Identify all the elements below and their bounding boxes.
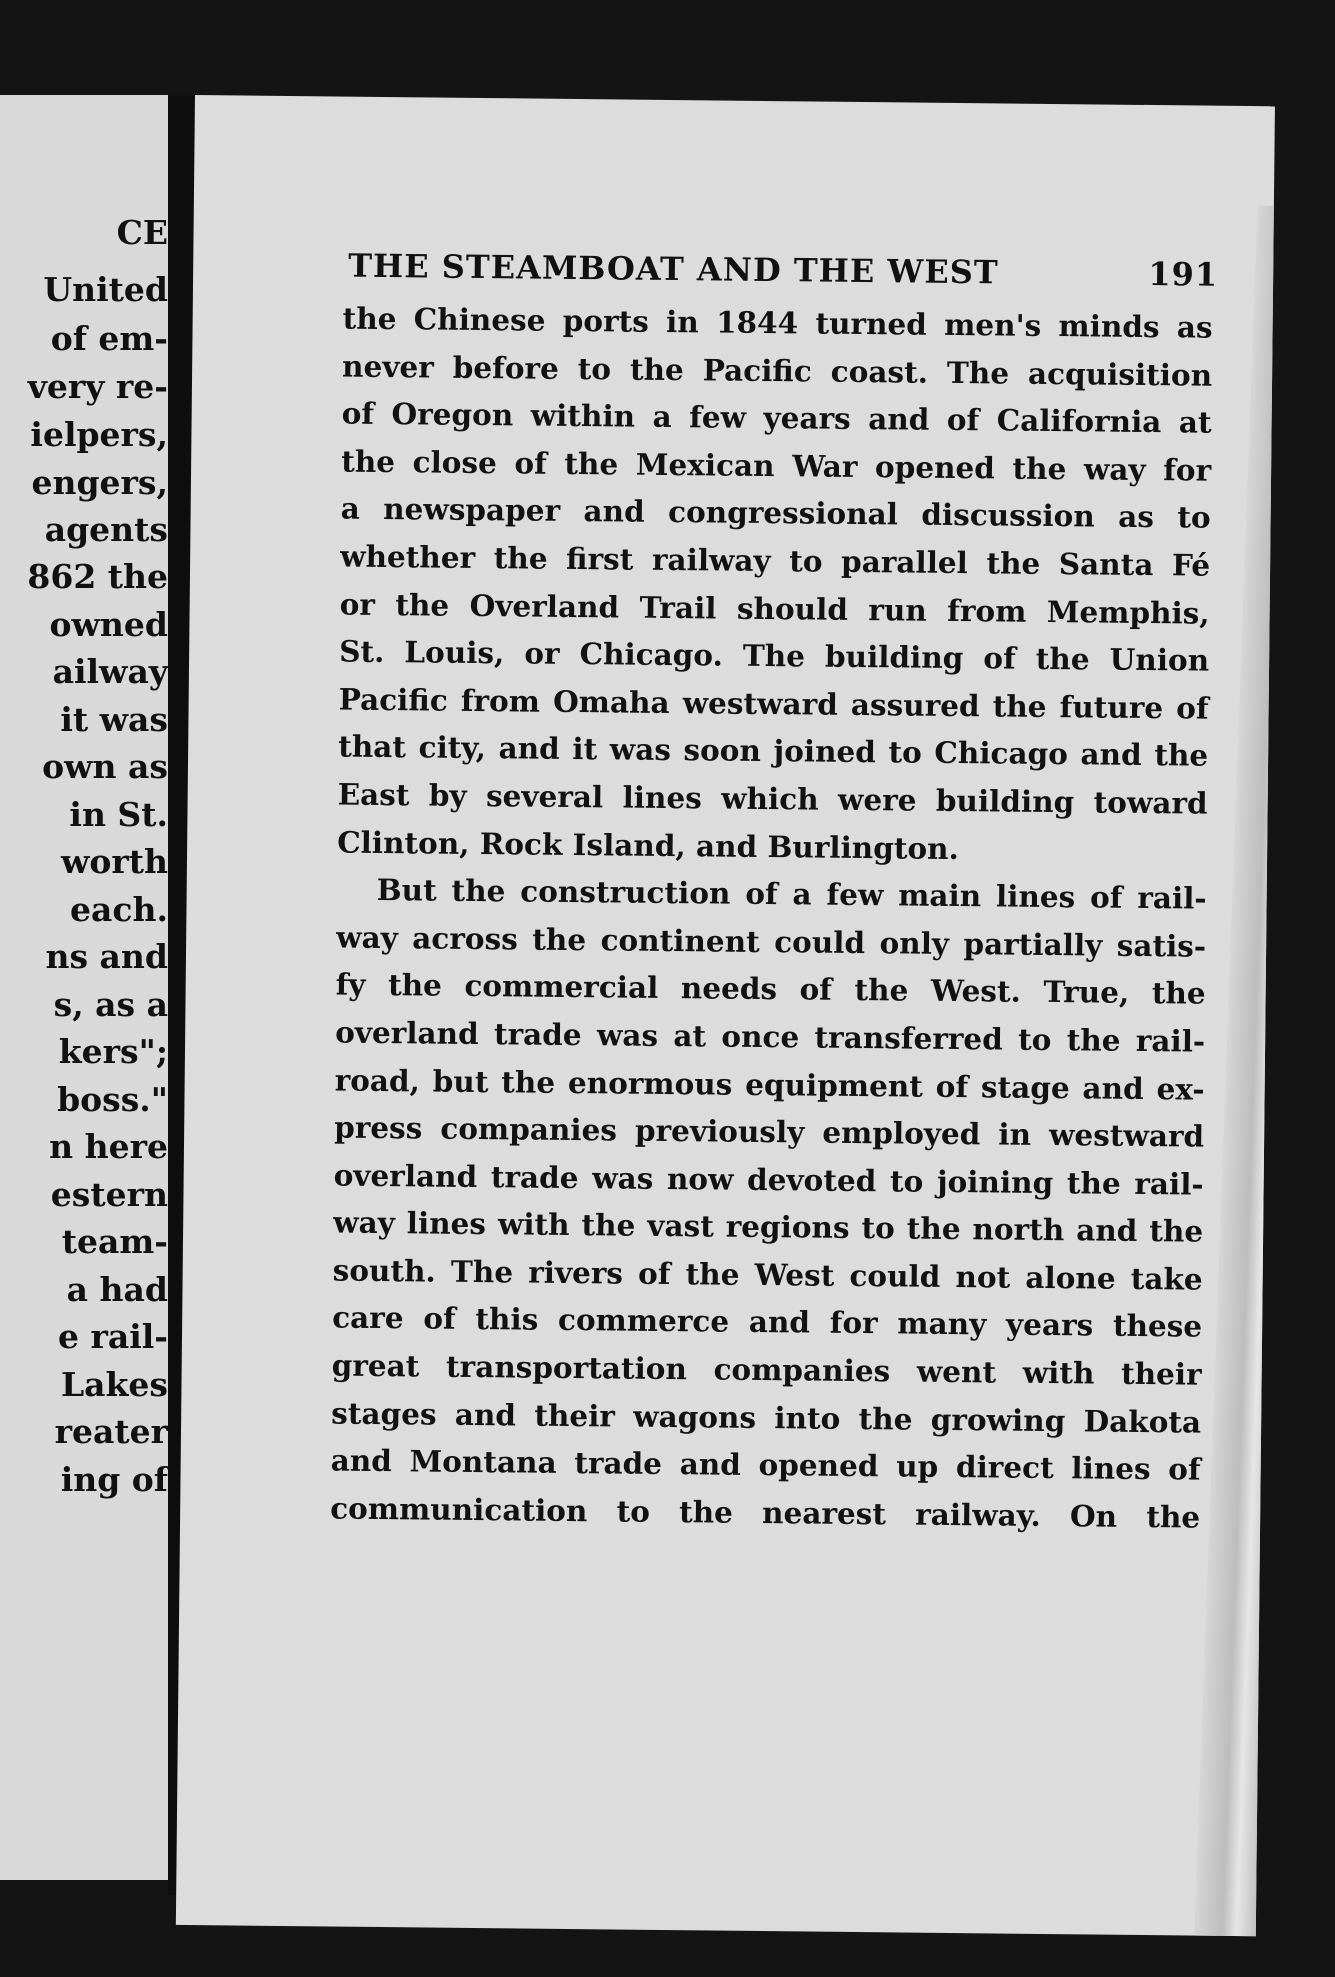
left-page-line: s, as a	[53, 985, 168, 1024]
left-page-line: worth	[60, 842, 168, 881]
left-page-line: it was	[60, 700, 168, 739]
text-line: way lines with the vast regions to the north and the	[333, 1204, 1204, 1249]
text-line: or the Overland Trail should run from Memphis,	[339, 586, 1210, 631]
page-number: 191	[1148, 254, 1219, 294]
text-line: care of this commerce and for many years these	[332, 1299, 1203, 1345]
text-line: overland trade was now devoted to joining the rail-	[333, 1157, 1204, 1202]
left-page-line: Lakes	[60, 1365, 168, 1404]
left-page-line: engers,	[31, 463, 168, 502]
left-page-line: estern	[50, 1175, 168, 1214]
left-page-line: ns and	[45, 937, 168, 976]
right-page	[176, 95, 1275, 1936]
left-page-line: own as	[42, 747, 168, 786]
left-page-line: in St.	[69, 795, 168, 834]
text-line: overland trade was at once transferred to the rail-	[335, 1014, 1206, 1059]
left-page-line: reater	[54, 1412, 168, 1451]
left-page-line: 862 the	[27, 557, 168, 596]
text-line: a newspaper and congressional discussion as to	[340, 490, 1211, 536]
left-page-line: very re-	[27, 367, 168, 406]
left-page-line: e rail-	[57, 1317, 168, 1356]
left-page-line: ailway	[52, 652, 168, 691]
left-page-line: agents	[44, 510, 168, 549]
text-line: But the construction of a few main lines of rail-	[376, 872, 1207, 916]
text-line: great transportation companies went with their	[331, 1347, 1202, 1392]
text-line: south. The rivers of the West could not alone take	[332, 1252, 1203, 1297]
text-line: fy the commercial needs of the West. True, the	[335, 966, 1206, 1011]
left-page-line: United	[43, 270, 168, 309]
text-line: never before to the Pacific coast. The acquisition	[341, 348, 1213, 393]
text-line: and Montana trade and opened up direct lines of	[330, 1442, 1201, 1487]
text-line: stages and their wagons into the growing Dakota	[331, 1395, 1202, 1440]
left-page-line: owned	[49, 605, 168, 644]
text-line: East by several lines which were building toward	[337, 776, 1208, 821]
text-line: the Chinese ports in 1844 turned men's minds as	[342, 300, 1213, 345]
left-page-line: of em-	[50, 319, 168, 358]
left-page-line: a had	[66, 1270, 168, 1309]
left-page-line: boss."	[57, 1080, 168, 1119]
left-page-line: each.	[70, 890, 168, 929]
text-line: whether the first railway to parallel the Santa Fé	[339, 538, 1211, 583]
text-line: St. Louis, or Chicago. The building of the Union	[339, 633, 1210, 678]
text-line: press companies previously employed in westward	[334, 1109, 1205, 1154]
text-line: that city, and it was soon joined to Chicago and the	[338, 728, 1209, 773]
running-title: THE STEAMBOAT AND THE WEST	[348, 246, 999, 292]
left-page-line: CE	[116, 213, 168, 252]
text-line: way across the continent could only partially satis-	[336, 919, 1207, 964]
text-line: Pacific from Omaha westward assured the future of	[338, 681, 1209, 726]
text-line: road, but the enormous equipment of stage and ex-	[334, 1062, 1205, 1107]
left-page-line: n here	[49, 1127, 168, 1166]
left-page-line: ielpers,	[30, 415, 168, 454]
running-header	[348, 247, 1218, 294]
left-page-line: ing of	[60, 1460, 168, 1499]
text-line: of Oregon within a few years and of California at	[341, 395, 1212, 440]
text-line: communication to the nearest railway. On the	[330, 1490, 1201, 1535]
left-page-line: kers";	[58, 1032, 168, 1071]
text-line: Clinton, Rock Island, and Burlington.	[337, 824, 960, 866]
left-page-line: team-	[61, 1222, 168, 1261]
text-line: the close of the Mexican War opened the way for	[340, 443, 1212, 488]
left-page	[0, 95, 168, 1880]
body-text	[330, 295, 1213, 1541]
